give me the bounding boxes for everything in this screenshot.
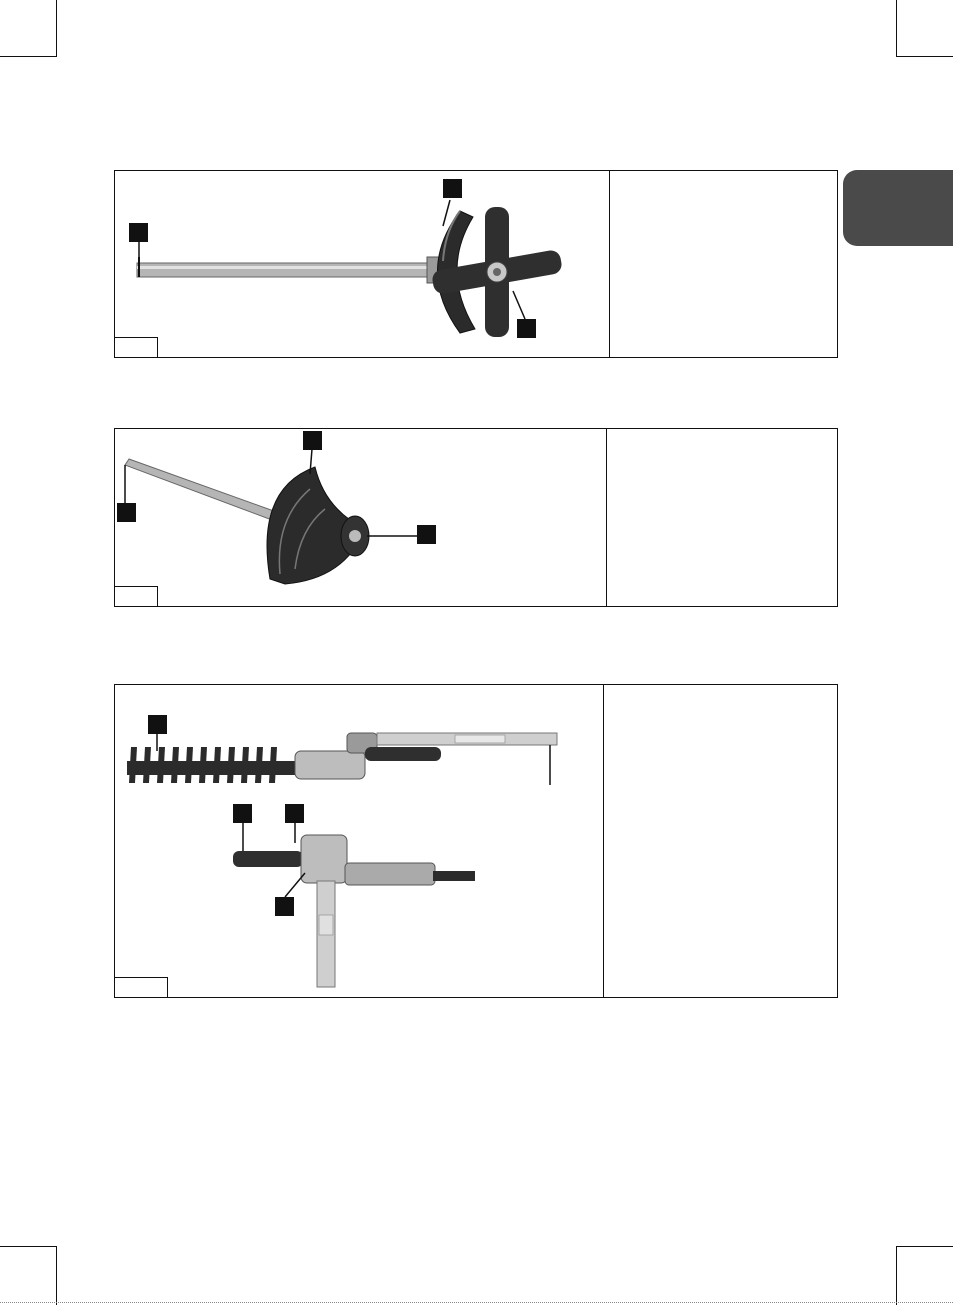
callout-square-icon — [285, 804, 304, 823]
crop-mark-icon — [0, 1246, 57, 1247]
callout-square-icon — [303, 431, 322, 450]
crop-mark-icon — [0, 56, 57, 57]
language-tab — [843, 170, 953, 246]
callout-square-icon — [117, 503, 136, 522]
callout-square-icon — [148, 715, 167, 734]
crop-mark-icon — [896, 1246, 953, 1247]
figure-panel-line-trimmer — [114, 428, 838, 607]
crop-mark-icon — [56, 1246, 57, 1305]
hedge-trimmer-illustration — [115, 685, 603, 997]
callout-square-icon — [443, 179, 462, 198]
crop-mark-icon — [896, 1246, 897, 1305]
figure-panel-hedge-trimmer — [114, 684, 838, 998]
figure-panel-divider — [606, 429, 607, 606]
callout-square-icon — [129, 223, 148, 242]
crop-mark-icon — [896, 0, 897, 57]
figure-label — [114, 977, 168, 998]
line-trimmer-illustration — [115, 429, 606, 606]
figure-label — [114, 586, 158, 607]
callout-square-icon — [275, 897, 294, 916]
figure-panel-divider — [603, 685, 604, 997]
callout-square-icon — [233, 804, 252, 823]
page-trim-line — [0, 1302, 953, 1303]
crop-mark-icon — [56, 0, 57, 57]
figure-label — [114, 337, 158, 358]
figure-panel-divider — [609, 171, 610, 357]
figure-panel-brush-cutter — [114, 170, 838, 358]
callout-square-icon — [517, 319, 536, 338]
callout-square-icon — [417, 525, 436, 544]
crop-mark-icon — [896, 56, 953, 57]
